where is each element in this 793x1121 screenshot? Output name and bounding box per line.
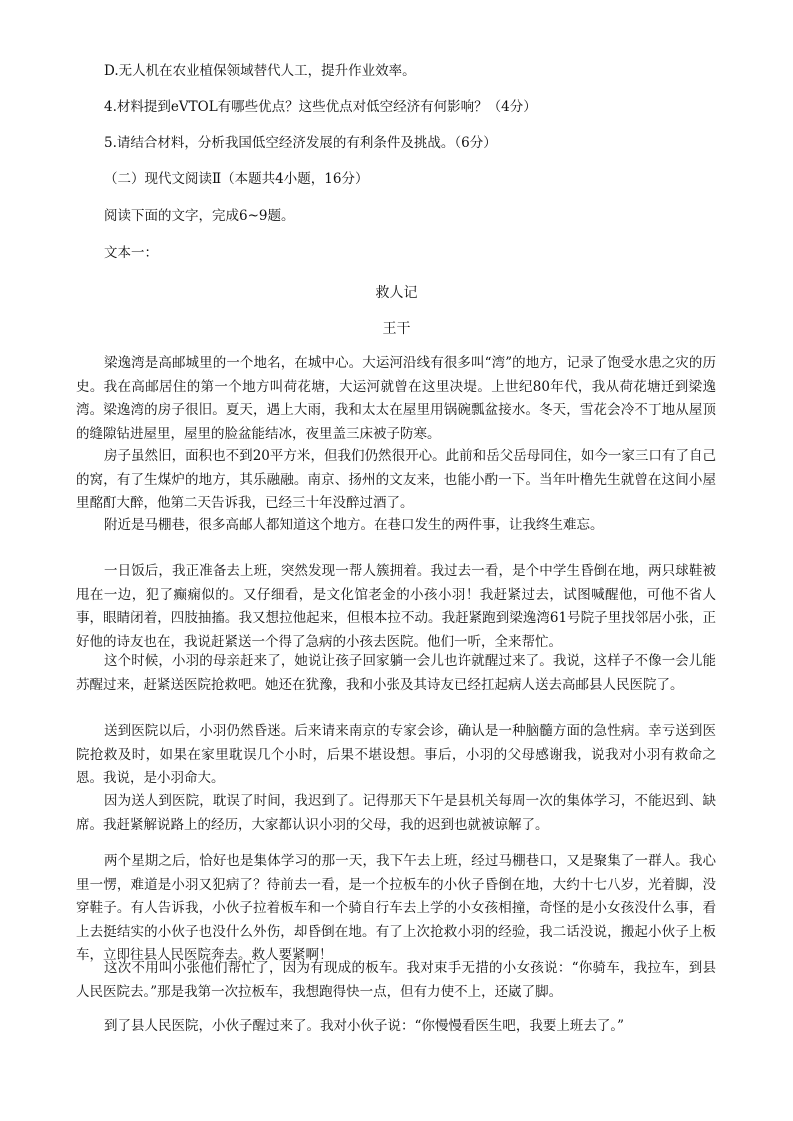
article-paragraph: 因为送人到医院，耽误了时间，我迟到了。记得那天下午是县机关每周一次的集体学习，不能迟到、缺席。我赶紧解说路上的经历，大家都认识小羽的父母，我的迟到也就被谅解了。 bbox=[76, 793, 716, 833]
article-paragraph: 这次不用叫小张他们帮忙了，因为有现成的板车。我对束手无措的小女孩说：“你骑车，我拉车，到县人民医院去。”那是我第一次拉板车，我想跑得快一点，但有力使不上，还崴了脚。 bbox=[76, 960, 716, 1000]
article-paragraph: 房子虽然旧，面积也不到20平方米，但我们仍然很开心。此前和岳父岳母同住，如今一家三口有了自己的窝，有了生煤炉的地方，其乐融融。南京、扬州的文友来，也能小酌一下。当年叶橹先生就曾在这间小屋里酩酊大醉，他第二天告诉我，已经三十年没醉过酒了。 bbox=[76, 448, 716, 512]
section-heading: （二）现代文阅读Ⅱ（本题共4小题，16分） bbox=[104, 171, 369, 187]
article-paragraph: 这个时候，小羽的母亲赶来了，她说让孩子回家躺一会儿也许就醒过来了。我说，这样子不像一会儿能苏醒过来，赶紧送医院抢救吧。她还在犹豫，我和小张及其诗友已经扛起病人送去高邮县人民医院了。 bbox=[76, 653, 716, 693]
article-paragraph: 一日饭后，我正准备去上班，突然发现一帮人簇拥着。我过去一看，是个中学生昏倒在地，两只球鞋被甩在一边，犯了癫痫似的。又仔细看，是文化馆老金的小孩小羽！我赶紧过去，试图喊醒他，可他不省人事，眼睛闭着，四肢抽搐。我又想拉他起来，但根本拉不动。我赶紧跑到梁逸湾61号院子里找邻居小张，正好他的诗友也在，我说赶紧送一个得了急病的小孩去医院。他们一听，全来帮忙。 bbox=[76, 563, 716, 650]
article-paragraph: 附近是马棚巷，很多高邮人都知道这个地方。在巷口发生的两件事，让我终生难忘。 bbox=[104, 517, 604, 533]
article-paragraph: 两个星期之后，恰好也是集体学习的那一天，我下午去上班，经过马棚巷口，又是聚集了一群人。我心里一愣，难道是小羽又犯病了？待前去一看，是一个拉板车的小伙子昏倒在地，大约十七八岁，光着脚，没穿鞋子。有人告诉我，小伙子拉着板车和一个骑自行车去上学的小女孩相撞，奇怪的是小女孩没什么事，看上去挺结实的小伙子也没什么外伤，却昏倒在地。有了上次抢救小羽的经验，我二话没说，搬起小伙子上板车，立即往县人民医院奔去。救人要紧啊！ bbox=[76, 853, 716, 964]
question-option-d: D.无人机在农业植保领域替代人工，提升作业效率。 bbox=[104, 63, 416, 79]
question-4: 4.材料提到eVTOL有哪些优点？这些优点对低空经济有何影响？（4分） bbox=[104, 99, 537, 115]
article-paragraph: 到了县人民医院，小伙子醒过来了。我对小伙子说：“你慢慢看医生吧，我要上班去了。” bbox=[104, 1018, 625, 1034]
text-one-label: 文本一： bbox=[104, 245, 158, 261]
article-paragraph: 梁逸湾是高邮城里的一个地名，在城中心。大运河沿线有很多叫“湾”的地方，记录了饱受水患之灾的历史。我在高邮居住的第一个地方叫荷花塘，大运河就曾在这里决堤。上世纪80年代，我从荷花塘迁到梁逸湾。梁逸湾的房子很旧。夏天，遇上大雨，我和太太在屋里用锅碗瓢盆接水。冬天，雪花会冷不丁地从屋顶的缝隙钻进屋里，屋里的脸盆能结冰，夜里盖三床被子防寒。 bbox=[76, 355, 716, 442]
article-paragraph: 送到医院以后，小羽仍然昏迷。后来请来南京的专家会诊，确认是一种脑髓方面的急性病。幸亏送到医院抢救及时，如果在家里耽误几个小时，后果不堪设想。事后，小羽的父母感谢我，说我对小羽有救命之恩。我说，是小羽命大。 bbox=[76, 723, 716, 787]
article-author: 王干 bbox=[382, 321, 411, 337]
reading-instruction: 阅读下面的文字，完成6~9题。 bbox=[104, 208, 295, 224]
article-title: 救人记 bbox=[375, 285, 418, 301]
question-5: 5.请结合材料，分析我国低空经济发展的有利条件及挑战。（6分） bbox=[104, 135, 497, 151]
